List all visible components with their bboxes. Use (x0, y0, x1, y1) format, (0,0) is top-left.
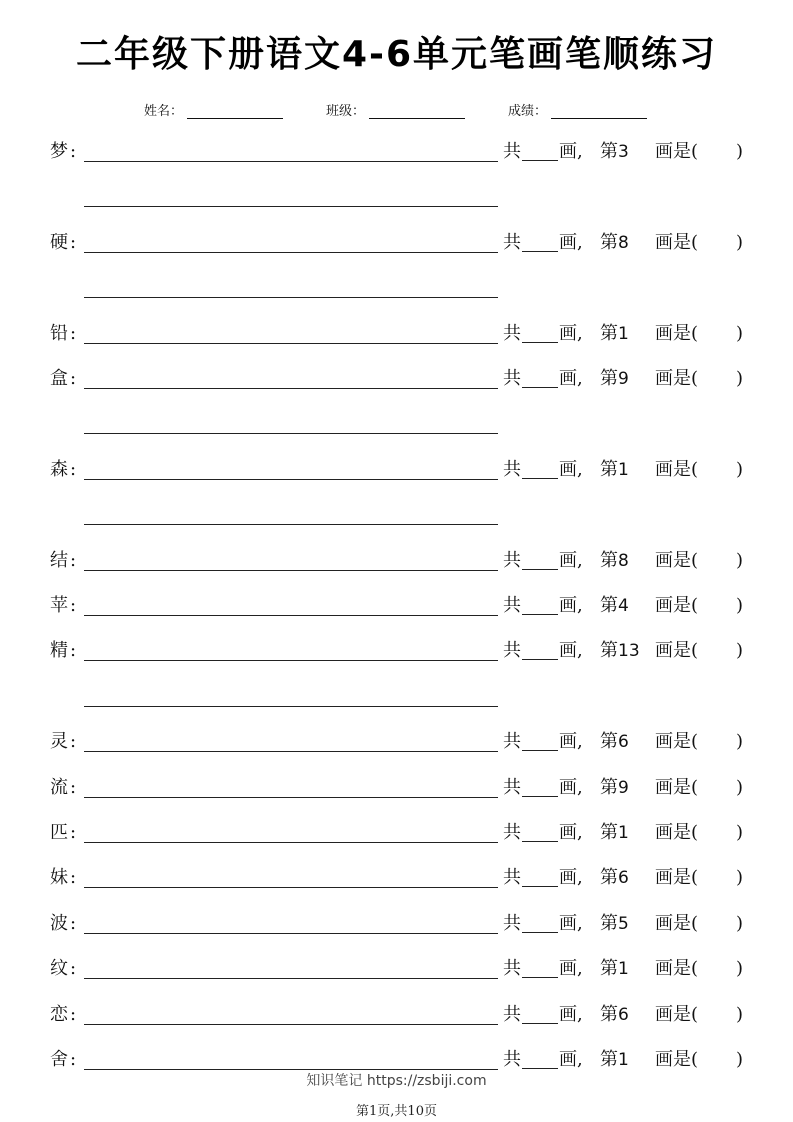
unit-label: 画, (559, 958, 583, 979)
stroke-is-label: 画是( (655, 822, 699, 843)
exercise-character: 灵 (50, 731, 68, 752)
stroke-count-question (503, 365, 583, 393)
stroke-order-answer-line[interactable] (84, 842, 498, 843)
answer-paren-close: ) (736, 958, 744, 979)
stroke-count-blank[interactable] (522, 774, 558, 797)
exercise-character: 硬 (50, 232, 68, 253)
stroke-index: 1 (618, 959, 629, 979)
stroke-index: 13 (618, 641, 640, 661)
stroke-order-answer-line[interactable] (84, 570, 498, 571)
answer-paren-close: ) (736, 777, 744, 798)
exercise-row (0, 547, 793, 575)
stroke-order-answer-line[interactable] (84, 797, 498, 798)
nth-label: 第 (600, 731, 618, 752)
stroke-count-blank[interactable] (522, 864, 558, 887)
total-label: 共 (503, 822, 521, 843)
answer-paren-close: ) (736, 822, 744, 843)
stroke-is-label: 画是( (655, 913, 699, 934)
exercise-row (0, 774, 793, 802)
exercise-character: 纹 (50, 958, 68, 979)
colon: : (70, 550, 77, 571)
nth-stroke-label (600, 864, 629, 892)
nth-label: 第 (600, 777, 618, 798)
stroke-count-blank[interactable] (522, 1001, 558, 1024)
stroke-count-blank[interactable] (522, 910, 558, 933)
exercise-character: 匹 (50, 822, 68, 843)
stroke-count-blank[interactable] (522, 456, 558, 479)
total-label: 共 (503, 595, 521, 616)
stroke-order-continuation-line[interactable] (84, 206, 498, 207)
stroke-count-blank[interactable] (522, 819, 558, 842)
stroke-is-label: 画是( (655, 958, 699, 979)
exercise-row (0, 637, 793, 665)
exercise-row (0, 955, 793, 983)
nth-stroke-label (600, 728, 629, 756)
stroke-is-label: 画是( (655, 595, 699, 616)
stroke-count-blank[interactable] (522, 229, 558, 252)
stroke-order-answer-line[interactable] (84, 933, 498, 934)
nth-stroke-label (600, 955, 629, 983)
unit-label: 画, (559, 595, 583, 616)
exercise-character: 森 (50, 459, 68, 480)
colon: : (70, 777, 77, 798)
colon: : (70, 232, 77, 253)
total-label: 共 (503, 867, 521, 888)
nth-stroke-label (600, 138, 629, 166)
nth-stroke-label (600, 547, 629, 575)
exercise-row (0, 1001, 793, 1029)
exercise-row (0, 910, 793, 938)
nth-label: 第 (600, 640, 618, 661)
colon: : (70, 1049, 77, 1070)
watermark: 知识笔记 https://zsbiji.com (306, 1073, 487, 1089)
stroke-order-answer-line[interactable] (84, 615, 498, 616)
unit-label: 画, (559, 323, 583, 344)
stroke-order-answer-line[interactable] (84, 978, 498, 979)
nth-label: 第 (600, 550, 618, 571)
total-label: 共 (503, 731, 521, 752)
score-label: 成绩： (508, 104, 548, 119)
stroke-index: 1 (618, 460, 629, 480)
stroke-count-question (503, 728, 583, 756)
stroke-order-answer-line[interactable] (84, 161, 498, 162)
stroke-count-blank[interactable] (522, 320, 558, 343)
stroke-is-label: 画是( (655, 731, 699, 752)
answer-paren-close: ) (736, 232, 744, 253)
exercise-character: 妹 (50, 867, 68, 888)
stroke-count-question (503, 864, 583, 892)
answer-paren-close: ) (736, 550, 744, 571)
stroke-order-answer-line[interactable] (84, 1024, 498, 1025)
colon: : (70, 1004, 77, 1025)
nth-stroke-label (600, 819, 629, 847)
answer-paren-close: ) (736, 323, 744, 344)
stroke-count-question (503, 320, 583, 348)
total-label: 共 (503, 368, 521, 389)
colon: : (70, 913, 77, 934)
stroke-count-question (503, 592, 583, 620)
nth-label: 第 (600, 958, 618, 979)
stroke-index: 6 (618, 1005, 629, 1025)
colon: : (70, 867, 77, 888)
total-label: 共 (503, 232, 521, 253)
answer-paren-close: ) (736, 913, 744, 934)
colon: : (70, 368, 77, 389)
exercise-row (0, 728, 793, 756)
total-label: 共 (503, 323, 521, 344)
stroke-count-blank[interactable] (522, 592, 558, 615)
colon: : (70, 595, 77, 616)
total-label: 共 (503, 640, 521, 661)
stroke-count-question (503, 819, 583, 847)
exercise-character: 恋 (50, 1004, 68, 1025)
total-label: 共 (503, 459, 521, 480)
exercise-row (0, 456, 793, 484)
exercise-character: 盒 (50, 368, 68, 389)
nth-label: 第 (600, 323, 618, 344)
stroke-count-question (503, 910, 583, 938)
stroke-count-question (503, 547, 583, 575)
stroke-count-question (503, 229, 583, 257)
nth-label: 第 (600, 913, 618, 934)
stroke-order-continuation-line[interactable] (84, 524, 498, 525)
nth-stroke-label (600, 637, 640, 665)
nth-label: 第 (600, 1049, 618, 1070)
stroke-index: 6 (618, 732, 629, 752)
stroke-order-answer-line[interactable] (84, 479, 498, 480)
colon: : (70, 731, 77, 752)
stroke-is-label: 画是( (655, 640, 699, 661)
nth-stroke-label (600, 774, 629, 802)
stroke-index: 6 (618, 868, 629, 888)
exercise-character: 精 (50, 640, 68, 661)
colon: : (70, 323, 77, 344)
unit-label: 画, (559, 141, 583, 162)
exercise-row (0, 138, 793, 166)
stroke-is-label: 画是( (655, 323, 699, 344)
stroke-index: 3 (618, 142, 629, 162)
stroke-is-label: 画是( (655, 232, 699, 253)
answer-paren-close: ) (736, 368, 744, 389)
name-label: 姓名： (144, 104, 184, 119)
stroke-index: 1 (618, 823, 629, 843)
nth-stroke-label (600, 456, 629, 484)
stroke-count-blank[interactable] (522, 637, 558, 660)
stroke-count-question (503, 138, 583, 166)
stroke-is-label: 画是( (655, 141, 699, 162)
colon: : (70, 640, 77, 661)
nth-stroke-label (600, 592, 629, 620)
answer-paren-close: ) (736, 1004, 744, 1025)
nth-stroke-label (600, 229, 629, 257)
exercise-character: 波 (50, 913, 68, 934)
exercise-row (0, 592, 793, 620)
nth-label: 第 (600, 595, 618, 616)
exercise-character: 铅 (50, 323, 68, 344)
total-label: 共 (503, 141, 521, 162)
nth-stroke-label (600, 320, 629, 348)
page-number: 第1页,共10页 (356, 1104, 437, 1119)
stroke-index: 4 (618, 596, 629, 616)
stroke-count-blank[interactable] (522, 138, 558, 161)
stroke-count-blank[interactable] (522, 547, 558, 570)
stroke-order-answer-line[interactable] (84, 751, 498, 752)
exercise-row (0, 819, 793, 847)
nth-stroke-label (600, 910, 629, 938)
nth-stroke-label (600, 365, 629, 393)
nth-label: 第 (600, 822, 618, 843)
answer-paren-close: ) (736, 640, 744, 661)
unit-label: 画, (559, 550, 583, 571)
exercise-row (0, 229, 793, 257)
unit-label: 画, (559, 232, 583, 253)
stroke-count-question (503, 955, 583, 983)
exercise-row (0, 864, 793, 892)
unit-label: 画, (559, 1004, 583, 1025)
stroke-index: 1 (618, 324, 629, 344)
nth-label: 第 (600, 1004, 618, 1025)
answer-paren-close: ) (736, 731, 744, 752)
colon: : (70, 459, 77, 480)
stroke-index: 8 (618, 233, 629, 253)
class-label: 班级： (326, 104, 366, 119)
unit-label: 画, (559, 913, 583, 934)
stroke-count-blank[interactable] (522, 365, 558, 388)
stroke-count-question (503, 774, 583, 802)
nth-label: 第 (600, 141, 618, 162)
stroke-order-answer-line[interactable] (84, 343, 498, 344)
total-label: 共 (503, 1004, 521, 1025)
answer-paren-close: ) (736, 459, 744, 480)
stroke-order-answer-line[interactable] (84, 887, 498, 888)
unit-label: 画, (559, 777, 583, 798)
total-label: 共 (503, 958, 521, 979)
stroke-order-continuation-line[interactable] (84, 297, 498, 298)
stroke-index: 9 (618, 369, 629, 389)
stroke-index: 5 (618, 914, 629, 934)
total-label: 共 (503, 777, 521, 798)
exercise-character: 梦 (50, 141, 68, 162)
colon: : (70, 958, 77, 979)
colon: : (70, 822, 77, 843)
stroke-count-blank[interactable] (522, 1046, 558, 1069)
exercise-row (0, 365, 793, 393)
exercise-character: 苹 (50, 595, 68, 616)
stroke-order-answer-line[interactable] (84, 252, 498, 253)
stroke-count-blank[interactable] (522, 728, 558, 751)
stroke-is-label: 画是( (655, 550, 699, 571)
nth-label: 第 (600, 232, 618, 253)
stroke-order-answer-line[interactable] (84, 660, 498, 661)
exercise-row (0, 320, 793, 348)
answer-paren-close: ) (736, 595, 744, 616)
stroke-is-label: 画是( (655, 1004, 699, 1025)
unit-label: 画, (559, 459, 583, 480)
total-label: 共 (503, 913, 521, 934)
stroke-count-question (503, 637, 583, 665)
stroke-index: 9 (618, 778, 629, 798)
colon: : (70, 141, 77, 162)
stroke-is-label: 画是( (655, 368, 699, 389)
page-title: 二年级下册语文4-6单元笔画笔顺练习 (75, 34, 718, 75)
total-label: 共 (503, 1049, 521, 1070)
total-label: 共 (503, 550, 521, 571)
stroke-count-question (503, 456, 583, 484)
stroke-count-question (503, 1001, 583, 1029)
stroke-index: 8 (618, 551, 629, 571)
nth-label: 第 (600, 867, 618, 888)
stroke-count-blank[interactable] (522, 955, 558, 978)
stroke-is-label: 画是( (655, 777, 699, 798)
exercise-character: 结 (50, 550, 68, 571)
unit-label: 画, (559, 368, 583, 389)
unit-label: 画, (559, 867, 583, 888)
unit-label: 画, (559, 1049, 583, 1070)
answer-paren-close: ) (736, 141, 744, 162)
nth-label: 第 (600, 368, 618, 389)
unit-label: 画, (559, 731, 583, 752)
stroke-order-continuation-line[interactable] (84, 433, 498, 434)
stroke-index: 1 (618, 1050, 629, 1070)
nth-label: 第 (600, 459, 618, 480)
stroke-order-continuation-line[interactable] (84, 706, 498, 707)
stroke-is-label: 画是( (655, 1049, 699, 1070)
nth-stroke-label (600, 1001, 629, 1029)
stroke-is-label: 画是( (655, 459, 699, 480)
unit-label: 画, (559, 640, 583, 661)
stroke-order-answer-line[interactable] (84, 388, 498, 389)
stroke-is-label: 画是( (655, 867, 699, 888)
answer-paren-close: ) (736, 867, 744, 888)
answer-paren-close: ) (736, 1049, 744, 1070)
exercise-character: 流 (50, 777, 68, 798)
unit-label: 画, (559, 822, 583, 843)
exercise-character: 舍 (50, 1049, 68, 1070)
